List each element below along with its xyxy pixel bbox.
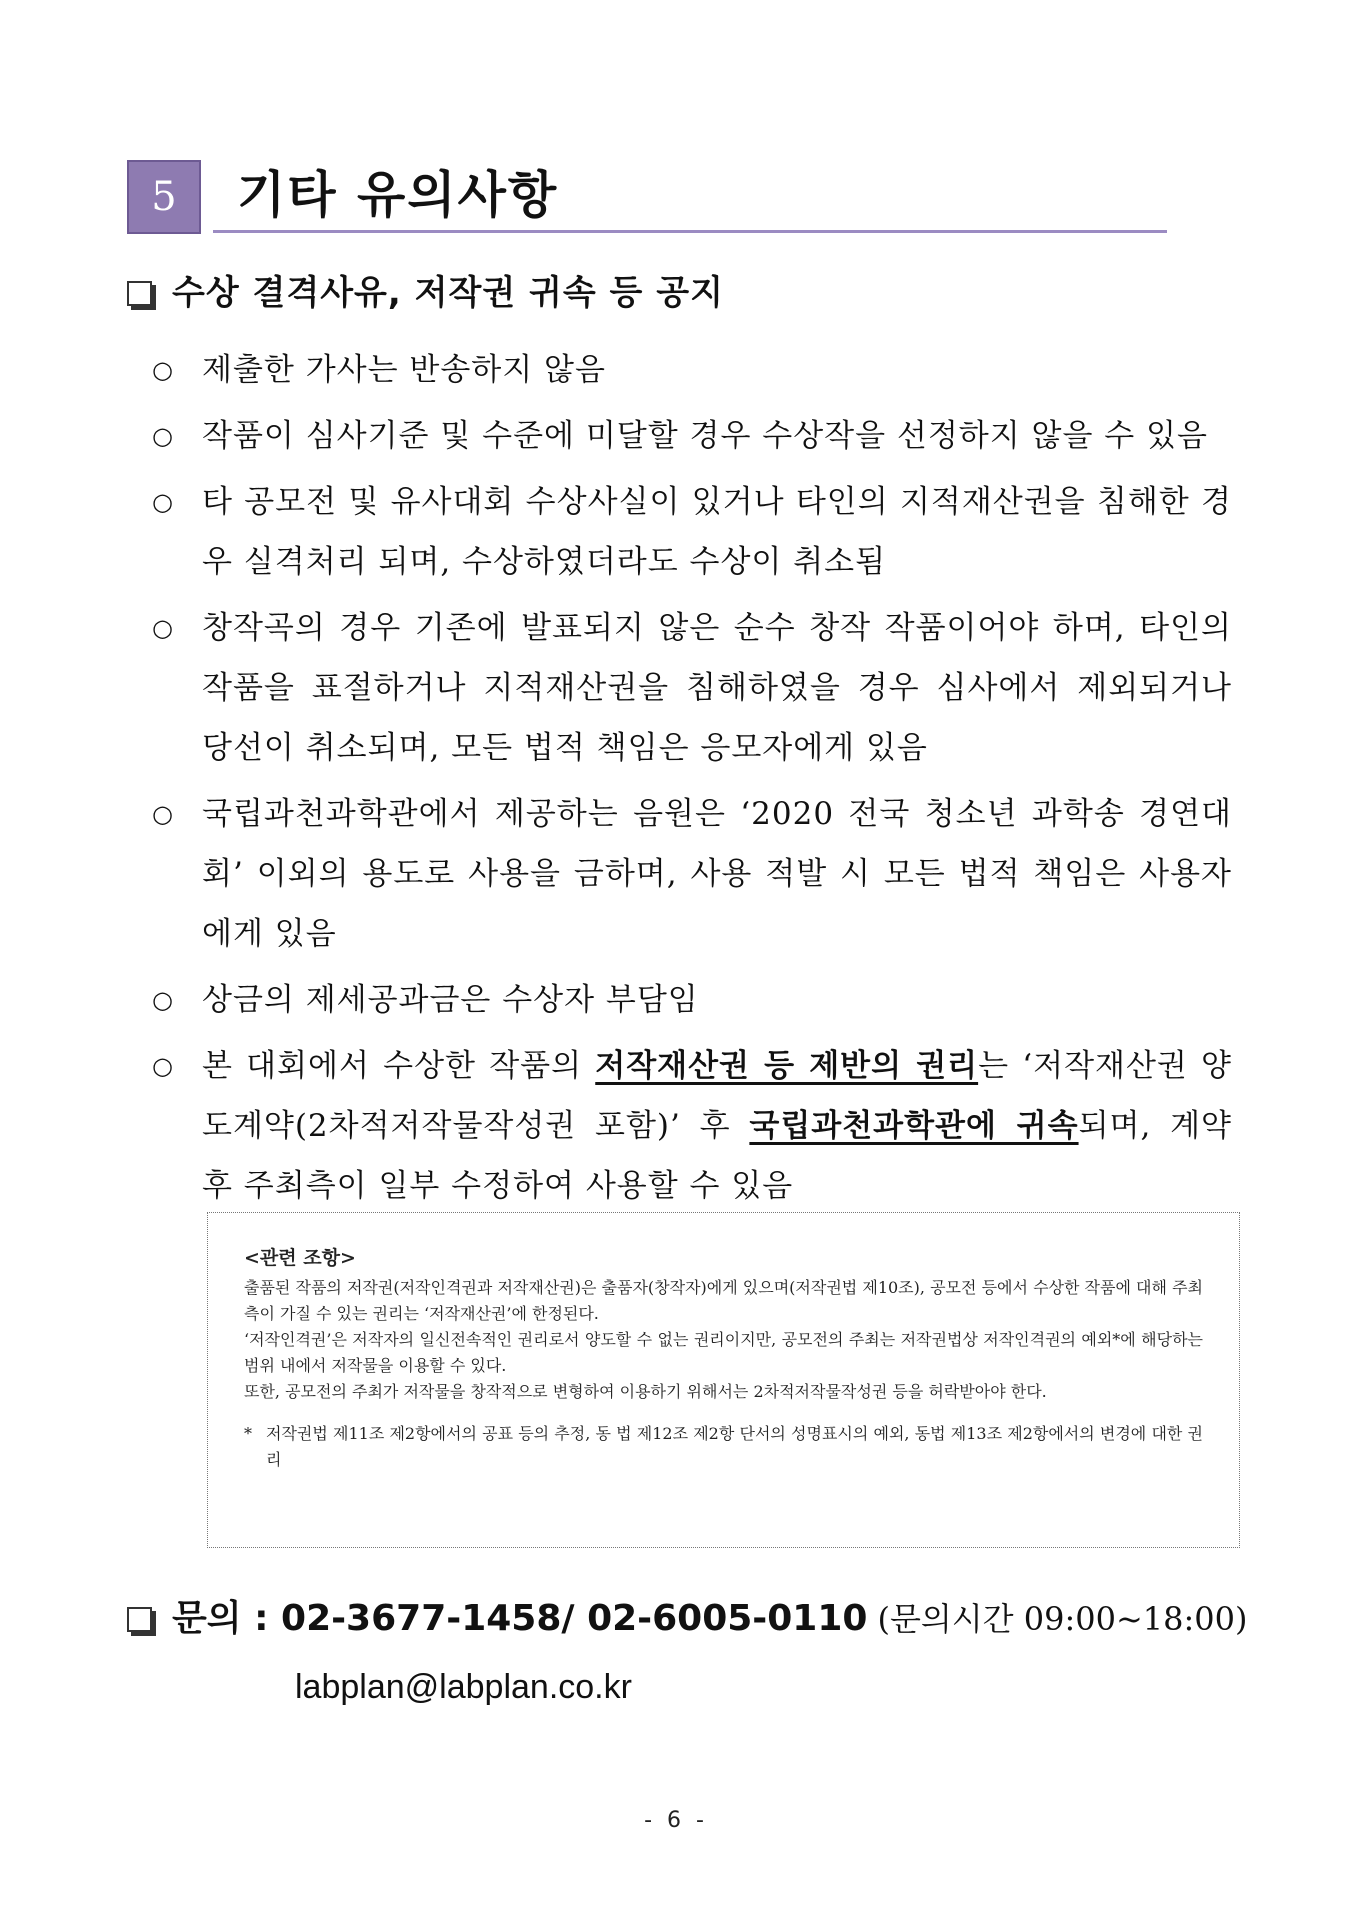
- footnote-text: 저작권법 제11조 제2항에서의 공표 등의 추정, 동 법 제12조 제2항 단서의 성명표시의 예외, 동법 제13조 제2항에서의 변경에 대한 권리: [266, 1424, 1203, 1469]
- circle-bullet-icon: ○: [152, 422, 174, 450]
- circle-bullet-icon: ○: [152, 986, 174, 1014]
- list-item-text: 되며, 계약 후 주최측이 일부 수정하여 사용할 수 있음: [202, 1108, 1232, 1204]
- checkbox-square-icon: [127, 281, 152, 306]
- list-item: [152, 472, 1232, 592]
- provision-footnote: [244, 1421, 1203, 1473]
- circle-bullet-icon: ○: [152, 1052, 174, 1080]
- provision-paragraph: ‘저작인격권’은 저작자의 일신전속적인 권리로서 양도할 수 없는 권리이지만, 공모전의 주최는 저작권법상 저작인격권의 예외*에 해당하는 범위 내에서 저작물을 이용할 수 있다.: [244, 1330, 1203, 1375]
- list-item-copyright: [152, 1036, 1232, 1216]
- circle-bullet-icon: ○: [152, 614, 174, 642]
- list-item: [152, 406, 1232, 466]
- section-title-underline: [213, 230, 1167, 233]
- circle-bullet-icon: ○: [152, 800, 174, 828]
- notice-list: [152, 340, 1232, 1216]
- list-item-text: 작품이 심사기준 및 수준에 미달할 경우 수상작을 선정하지 않을 수 있음: [202, 418, 1208, 454]
- underlined-attribution-phrase: 국립과천과학관에 귀속: [749, 1108, 1079, 1144]
- asterisk-marker: *: [244, 1424, 252, 1443]
- subsection-heading: [127, 270, 724, 316]
- section-header: [127, 160, 1167, 240]
- list-item-text: 타 공모전 및 유사대회 수상사실이 있거나 타인의 지적재산권을 침해한 경우 실격처리 되며, 수상하였더라도 수상이 취소됨: [202, 484, 1232, 580]
- contact-email: labplan@labplan.co.kr: [295, 1668, 632, 1706]
- circle-bullet-icon: ○: [152, 488, 174, 516]
- contact-line: [127, 1594, 1248, 1644]
- list-item-text: 본 대회에서 수상한 작품의: [202, 1048, 596, 1084]
- list-item: [152, 598, 1232, 778]
- list-item: [152, 970, 1232, 1030]
- provision-paragraph: 출품된 작품의 저작권(저작인격권과 저작재산권)은 출품자(창작자)에게 있으며(저작권법 제10조), 공모전 등에서 수상한 작품에 대해 주최 측이 가질 수 있는 권리는 ‘저작재산권’에 한정된다.: [244, 1278, 1203, 1323]
- related-provisions-title: <관련 조항>: [244, 1247, 356, 1269]
- list-item-text: 제출한 가사는 반송하지 않음: [202, 352, 606, 388]
- circle-bullet-icon: ○: [152, 356, 174, 384]
- list-item: [152, 340, 1232, 400]
- list-item-text: 상금의 제세공과금은 수상자 부담임: [202, 982, 699, 1018]
- section-title: 기타 유의사항: [237, 166, 559, 224]
- list-item-text: 는 ‘저작재산권 양도계약(2차적저작물작성권 포함)’ 후: [202, 1048, 1233, 1144]
- list-item-text: 창작곡의 경우 기존에 발표되지 않은 순수 창작 작품이어야 하며, 타인의 작품을 표절하거나 지적재산권을 침해하였을 경우 심사에서 제외되거나 당선이 취소되며, 모든 법적 책임은 응모자에게 있음: [202, 610, 1232, 766]
- subsection-title: 수상 결격사유, 저작권 귀속 등 공지: [172, 273, 724, 313]
- underlined-rights-phrase: 저작재산권 등 제반의 권리: [595, 1048, 979, 1084]
- section-number-badge: 5: [127, 160, 201, 234]
- contact-hours: (문의시간 09:00~18:00): [877, 1600, 1248, 1638]
- contact-phone: 문의 : 02-3677-1458/ 02-6005-0110: [172, 1598, 868, 1639]
- provision-paragraph: 또한, 공모전의 주최가 저작물을 창작적으로 변형하여 이용하기 위해서는 2차적저작물작성권 등을 허락받아야 한다.: [244, 1382, 1047, 1401]
- list-item: [152, 784, 1232, 964]
- related-provisions-box: [207, 1212, 1240, 1548]
- page-number: - 6 -: [644, 1808, 708, 1833]
- list-item-text: 국립과천과학관에서 제공하는 음원은 ‘2020 전국 청소년 과학송 경연대회’ 이외의 용도로 사용을 금하며, 사용 적발 시 모든 법적 책임은 사용자에게 있음: [202, 796, 1232, 952]
- checkbox-square-icon: [127, 1607, 152, 1632]
